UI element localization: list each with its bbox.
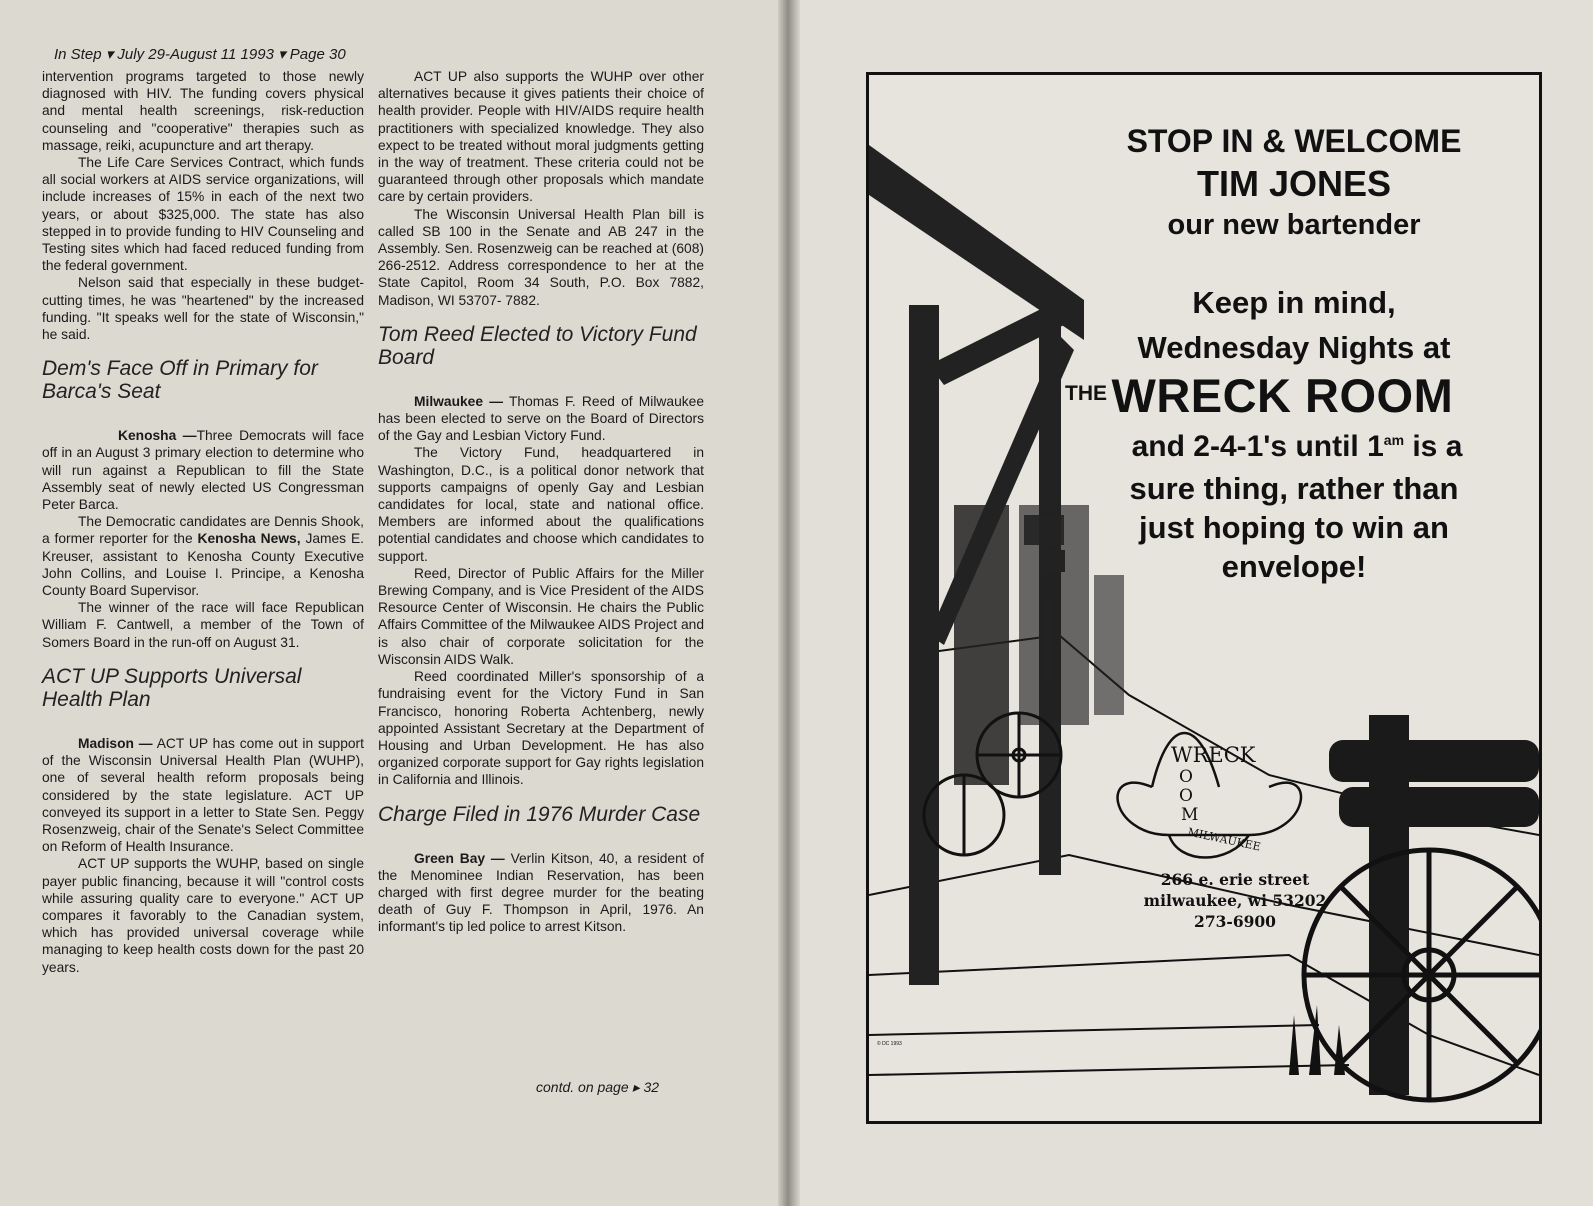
paragraph: The Wisconsin Universal Health Plan bill is called SB 100 in the Senate and AB 247 in the Assembly. Sen. Rosenzweig can be reached at (608) 266-2512. Address correspondence to her at the State Capitol, Room 34 South, P.O. Box 7882, Madison, WI 53707- 7882. xyxy=(378,206,704,308)
article-column-2 xyxy=(378,68,704,936)
headline-tom-reed: Tom Reed Elected to Victory Fund Board xyxy=(378,322,697,369)
paragraph: Reed coordinated Miller's sponsorship of a fundraising event for the Victory Fund in San Francisco, honoring Roberta Achtenberg, newly appointed Assistant Secretary at the Department of Housing and Urban Development. He has also organized corporate support for Gay rights legislation in California and Illinois. xyxy=(378,669,704,788)
header-date: July 29-August 11 1993 xyxy=(117,46,274,63)
headline-dems-primary: Dem's Face Off in Primary for Barca's Seat xyxy=(42,357,318,404)
paragraph: ACT UP also supports the WUHP over other alternatives because it gives patients their choice of health provider. People with HIV/AIDS require health practitioners with specialized knowledge. They also expect to be treated without moral judgments getting in the way of treatment. These criteria could not be guaranteed through other proposals which mandate care by certain providers. xyxy=(378,69,704,205)
article-column-1 xyxy=(42,68,364,976)
dateline: Kenosha — xyxy=(118,428,197,444)
paragraph: The Democratic candidates are Dennis Shook, a former reporter for the Kenosha News, James E. Kreuser, assistant to Kenosha County Executive John Collins, and Louise I. Principe, a Kenosha County Board Supervisor. xyxy=(42,514,364,599)
ad-city-address: milwaukee, wi 53202 xyxy=(1143,891,1327,910)
dateline: Green Bay — xyxy=(414,850,505,866)
header-separator: ▾ xyxy=(105,46,114,63)
ad-bartender-subtitle: our new bartender xyxy=(1167,209,1421,241)
paragraph: ACT UP supports the WUHP, based on single payer public financing, because it will "control costs while assuring quality care to everyone." ACT UP compares it favorably to the Canadian system, which has provided universal coverage while managing to keep health costs down for the past 20 years. xyxy=(42,856,364,975)
ad-welcome-line: STOP IN & WELCOME xyxy=(1126,123,1462,159)
book-gutter xyxy=(778,0,800,1206)
newspaper-name: Kenosha News, xyxy=(197,531,301,547)
continued-page-link[interactable]: 32 xyxy=(643,1079,660,1095)
paragraph: Madison — ACT UP has come out in support of the Wisconsin Universal Health Plan (WUHP), one of several health reform proposals being considered by the state legislature. ACT UP conveyed its support in a letter to State Sen. Peggy Rosenzweig, chair of the Senate's Select Committee on Reform of Health Insurance. xyxy=(42,735,364,855)
ad-drink-special: and 2-4-1's until $1^{am}$ is a xyxy=(1131,430,1463,463)
page-header xyxy=(54,45,346,63)
ad-sure-thing: sure thing, rather than xyxy=(1129,471,1459,506)
logo-letter: M xyxy=(1181,805,1199,825)
paragraph: Green Bay — Verlin Kitson, 40, a resident of the Menominee Indian Reservation, has been charged with first degree murder for the beating death of Guy F. Thompson in April, 1976. An informant's tip led police to arrest Kitson. xyxy=(378,850,704,935)
paragraph: intervention programs targeted to those newly diagnosed with HIV. The funding covers physical and mental health screenings, risk-reduction counseling and "cooperative" therapies such as massage, reiki, acupuncture and art therapy. xyxy=(42,69,364,153)
logo-wreck-text: WRECK xyxy=(1171,743,1256,767)
ad-envelope: envelope! xyxy=(1221,549,1367,584)
paragraph: Kenosha —Three Democrats will face off in an August 3 primary election to determine who will run against a Republican to fill the State Assembly seat of newly elected US Congressman Peter Barca. xyxy=(42,428,364,513)
ad-phone: 273-6900 xyxy=(1194,912,1276,931)
ad-wednesday: Wednesday Nights at xyxy=(1137,330,1451,365)
headline-actup: ACT UP Supports Universal Health Plan xyxy=(42,664,302,711)
paragraph: Nelson said that especially in these budget-cutting times, he was "heartened" by the increased funding. "It speaks well for the state of Wisconsin," he said. xyxy=(42,275,364,343)
header-publication: In Step xyxy=(54,46,102,63)
logo-letter: O xyxy=(1179,767,1193,787)
wreck-room-advertisement xyxy=(866,72,1542,1124)
paragraph: Reed, Director of Public Affairs for the Miller Brewing Company, and is Vice President of the AIDS Resource Center of Wisconsin. He chairs the Public Affairs Committee of the Milwaukee AIDS Project and is also chair of corporate solicitation for the Wisconsin AIDS Walk. xyxy=(378,565,704,667)
continued-arrow-icon: ▸ xyxy=(632,1079,640,1095)
illustration-credit: © DC 1993 xyxy=(877,1041,902,1047)
ad-venue-name: THE WRECK ROOM xyxy=(1065,369,1454,422)
continued-note: contd. on page ▸ 32 xyxy=(536,1079,660,1095)
ad-street-address: 266 e. erie street xyxy=(1160,870,1310,889)
ad-hoping: just hoping to win an xyxy=(1139,510,1449,545)
ad-keep-in-mind: Keep in mind, xyxy=(1192,285,1396,320)
paragraph: Milwaukee — Thomas F. Reed of Milwaukee has been elected to serve on the Board of Directors of the Gay and Lesbian Victory Fund. xyxy=(378,393,704,444)
dateline: Milwaukee — xyxy=(414,393,504,409)
header-separator: ▾ xyxy=(278,46,286,63)
paragraph: The Life Care Services Contract, which funds all social workers at AIDS service organizations, will include increases of 15% in each of the next two years, or about $325,000. The state has also stepped in to provide funding to HIV Counseling and Testing sites which had faced reduced funding from the federal government. xyxy=(42,155,364,274)
dateline: Madison — xyxy=(78,735,153,751)
paragraph: The winner of the race will face Republican William F. Cantwell, a member of the Town of Somers Board in the run-off on August 31. xyxy=(42,600,364,650)
headline-murder-case: Charge Filed in 1976 Murder Case xyxy=(378,802,701,826)
logo-letter: O xyxy=(1179,786,1193,806)
ad-bartender-name: TIM JONES xyxy=(1196,163,1392,204)
wreck-room-logo xyxy=(1141,729,1291,859)
header-page: Page 30 xyxy=(289,46,346,63)
logo-city: MILWAUKEE xyxy=(1186,825,1262,854)
paragraph: The Victory Fund, headquartered in Washington, D.C., is a political donor network that supports campaigns of openly Gay and Lesbian candidates for local, state and national office. Members are informed about the qualifications potential candidates and choose which candidates to support. xyxy=(378,445,704,564)
